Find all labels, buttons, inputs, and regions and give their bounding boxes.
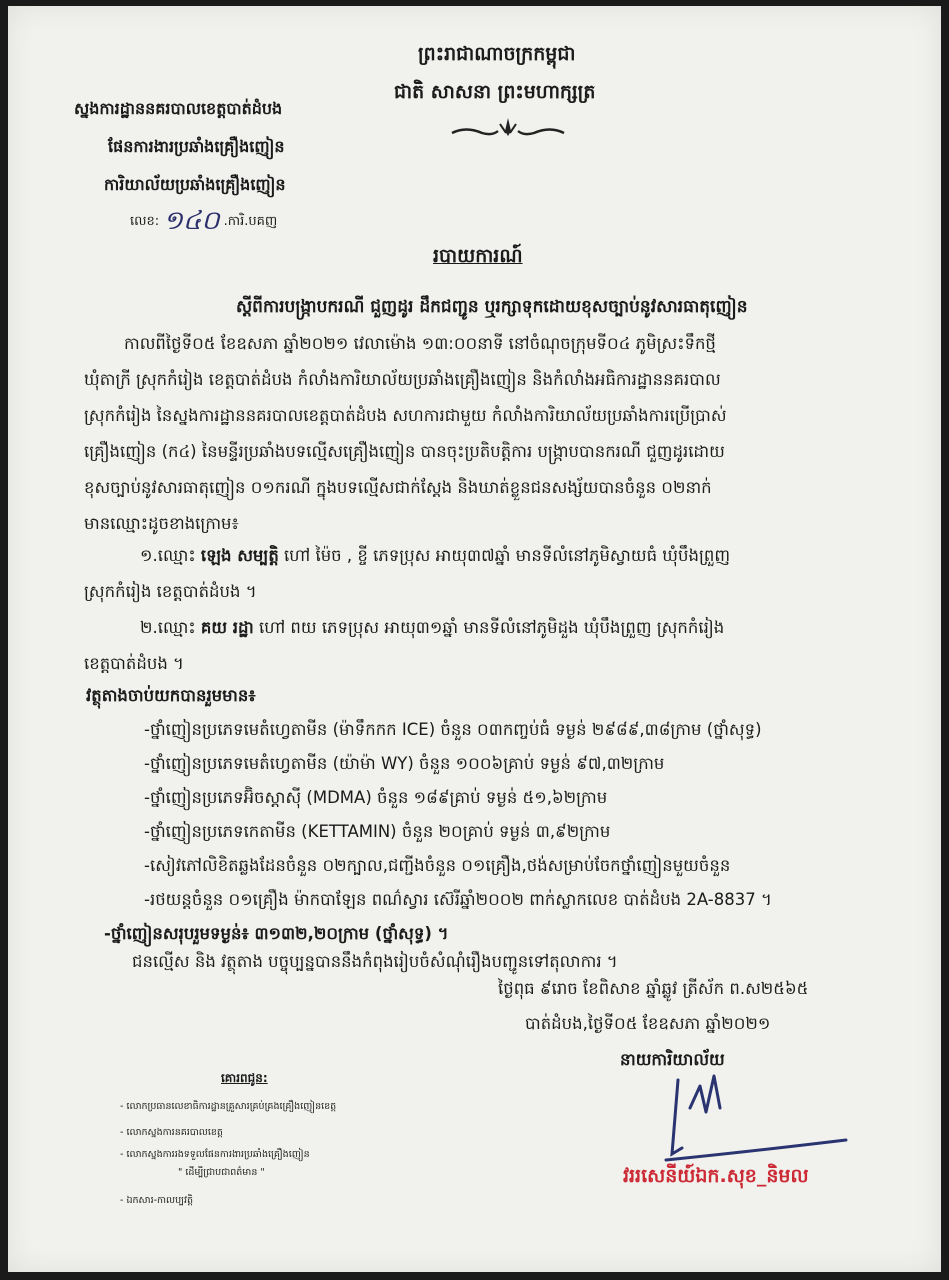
report-subject: ស្តីពីការបង្ក្រាបករណី ជួញដូរ ដឹកជញ្ជូន ឬរក្សាទុកដោយខុសច្បាប់នូវសារធាតុញៀន — [236, 297, 748, 317]
lunar-date: ថ្ងៃពុធ ៩រោច ខែពិសាខ ឆ្នាំឆ្លូវ ត្រីស័ក ព.ស២៥៦៥ — [498, 979, 809, 998]
cc-item: - លោកប្រធានលេខាធិការដ្ឋានគ្រួសារគ្រប់គ្រងគ្រឿងញៀនខេត្ត — [120, 1101, 337, 1112]
body-line: គ្រឿងញៀន (ក៤) នៃមន្ទីរប្រឆាំងបទល្មើសគ្រឿងញៀន បានចុះប្រតិបត្តិការ បង្ក្រាបបានករណី ជួញដូរដោយ — [84, 442, 725, 461]
nation-motto: ជាតិ សាសនា ព្រះមហាក្សត្រ — [394, 81, 596, 103]
cc-note: " ដើម្បីជ្រាបជាពត៌មាន " — [178, 1167, 265, 1178]
suspect-2-name: គយ រដ្ឋា — [200, 618, 254, 637]
total-weight: -ថ្នាំញៀនសរុបរួមទម្ងន់៖ ៣១៣២,២០ក្រាម (ថ្នាំសុទ្ធ) ។ — [104, 924, 449, 943]
handwritten-signature — [656, 1068, 856, 1168]
cc-item: - លោកស្នងការនគរបាលខេត្ត — [120, 1127, 223, 1138]
suspect-2-number: ២.ឈ្មោះ — [140, 618, 196, 637]
evidence-item: -ថ្នាំញៀនប្រភេទអ៊ិចស្តាស៊ី (MDMA) ចំនួន ១៨៩គ្រាប់ ទម្ងន់ ៥១,៦២ក្រាម — [144, 788, 608, 807]
signer-title: នាយការិយាល័យ — [620, 1050, 725, 1069]
closing-statement: ជនល្មើស និង វត្ថុតាង បច្ចុប្បន្នបាននឹងកំពុងរៀបចំសំណុំរឿងបញ្ជូនទៅតុលាការ ។ — [132, 952, 618, 971]
evidence-item: -ថ្នាំញៀនប្រភេទមេតំហ្វេតាមីន (យ៉ាម៉ា WY) ចំនួន ១០០៦គ្រាប់ ទម្ងន់ ៩៧,៣២ក្រាម — [144, 754, 665, 773]
office-name: ការិយាល័យប្រឆាំងគ្រឿងញៀន — [104, 175, 286, 194]
evidence-item: -ថ្នាំញៀនប្រភេទកេតាមីន (KETTAMIN) ចំនួន ២០គ្រាប់ ទម្ងន់ ៣,៩២ក្រាម — [144, 822, 611, 841]
suspect-2-line — [140, 618, 724, 642]
body-line: កាលពីថ្ងៃទី០៥ ខែឧសភា ឆ្នាំ២០២១ វេលាម៉ោង ១៣:០០នាទី នៅចំណុចក្រុមទី០៤ ភូមិស្រះទឹកថ្មី — [124, 334, 716, 353]
department-name: ផែនការងារប្រឆាំងគ្រឿងញៀន — [108, 137, 285, 156]
report-title: របាយការណ៍ — [433, 245, 523, 267]
ornament-divider — [448, 116, 568, 140]
evidence-item: -សៀវភៅលិខិតឆ្លងដែនចំនួន ០២ក្បាល,ជញ្ជីងចំនួន ០១គ្រឿង,ថង់សម្រាប់ចែកថ្នាំញៀនមួយចំនួន — [144, 856, 731, 875]
suspect-1-address: ស្រុកកំរៀង ខេត្តបាត់ដំបង ។ — [84, 582, 257, 601]
reference-number — [130, 204, 277, 242]
document-page — [8, 6, 941, 1272]
body-line: ខុសច្បាប់នូវសារធាតុញៀន ០១ករណី ក្នុងបទល្មើសជាក់ស្តែង និងឃាត់ខ្លួនជនសង្ស័យបានចំនួន ០២នាក់ — [84, 478, 712, 497]
suspect-2-details: ហៅ ពយ ភេទប្រុស អាយុ៣១ឆ្នាំ មានទីលំនៅភូមិដួង ឃុំបឹងព្រួញ ស្រុកកំរៀង — [259, 618, 725, 637]
ref-label: លេខ: — [130, 214, 160, 229]
suspect-1-line — [140, 546, 730, 570]
kingdom-header: ព្រះរាជាណាចក្រកម្ពុជា — [418, 43, 576, 65]
ref-suffix: .ការិ.បគញ — [223, 214, 278, 229]
evidence-item: -ថ្នាំញៀនប្រភេទមេតំហ្វេតាមីន (ម៉ាទឹកកក ICE) ចំនួន ០៣កញ្ចប់ធំ ទម្ងន់ ២៩៨៩,៣៨ក្រាម (ថ្នាំសុទ្ធ) — [144, 720, 762, 739]
agency-name: ស្នងការដ្ឋាននគរបាលខេត្តបាត់ដំបង — [74, 99, 283, 118]
cc-heading: គោរពជូន: — [221, 1071, 268, 1085]
evidence-heading: វត្ថុតាងចាប់យកបានរួមមាន៖ — [86, 686, 256, 705]
body-line: ស្រុកកំរៀង នៃស្នងការដ្ឋាននគរបាលខេត្តបាត់ដំបង សហការជាមួយ កំលាំងការិយាល័យប្រឆាំងការប្រើប្រាស់ — [84, 406, 727, 425]
body-line: មានឈ្មោះដូចខាងក្រោម៖ — [84, 514, 239, 533]
place-date: បាត់ដំបង,ថ្ងៃទី០៥ ខែឧសភា ឆ្នាំ២០២១ — [525, 1014, 771, 1033]
body-line: ឃុំតាក្រី ស្រុកកំរៀង ខេត្តបាត់ដំបង កំលាំងការិយាល័យប្រឆាំងគ្រឿងញៀន និងកំលាំងអធិការដ្ឋាននគរបាល — [84, 370, 721, 389]
suspect-1-details: ហៅ ម៉ៃច , ខ្ចី ភេទប្រុស អាយុ៣៧ឆ្នាំ មានទីលំនៅភូមិស្វាយធំ ឃុំបឹងព្រួញ — [284, 546, 731, 565]
evidence-item: -រថយន្តចំនួន ០១គ្រឿង ម៉ាកបាឡែន ពណ៌ស្វារ ស៊េរីឆ្នាំ២០០២ ពាក់ស្លាកលេខ បាត់ដំបង 2A-8837 ។ — [144, 890, 772, 909]
suspect-1-name: ឡេង សម្បត្តិ — [200, 546, 279, 565]
ref-number: ១៤០ — [163, 206, 220, 236]
signer-name: វររសេនីយ៍ឯក.សុខ_និមល — [623, 1165, 809, 1187]
suspect-1-number: ១.ឈ្មោះ — [140, 546, 196, 565]
suspect-2-address: ខេត្តបាត់ដំបង ។ — [84, 654, 184, 673]
cc-item: - លោកស្នងការរងទទួលផែនការងារប្រឆាំងគ្រឿងញៀន — [120, 1149, 310, 1160]
cc-item: - ឯកសារ-កាលប្បវត្តិ — [120, 1195, 194, 1206]
